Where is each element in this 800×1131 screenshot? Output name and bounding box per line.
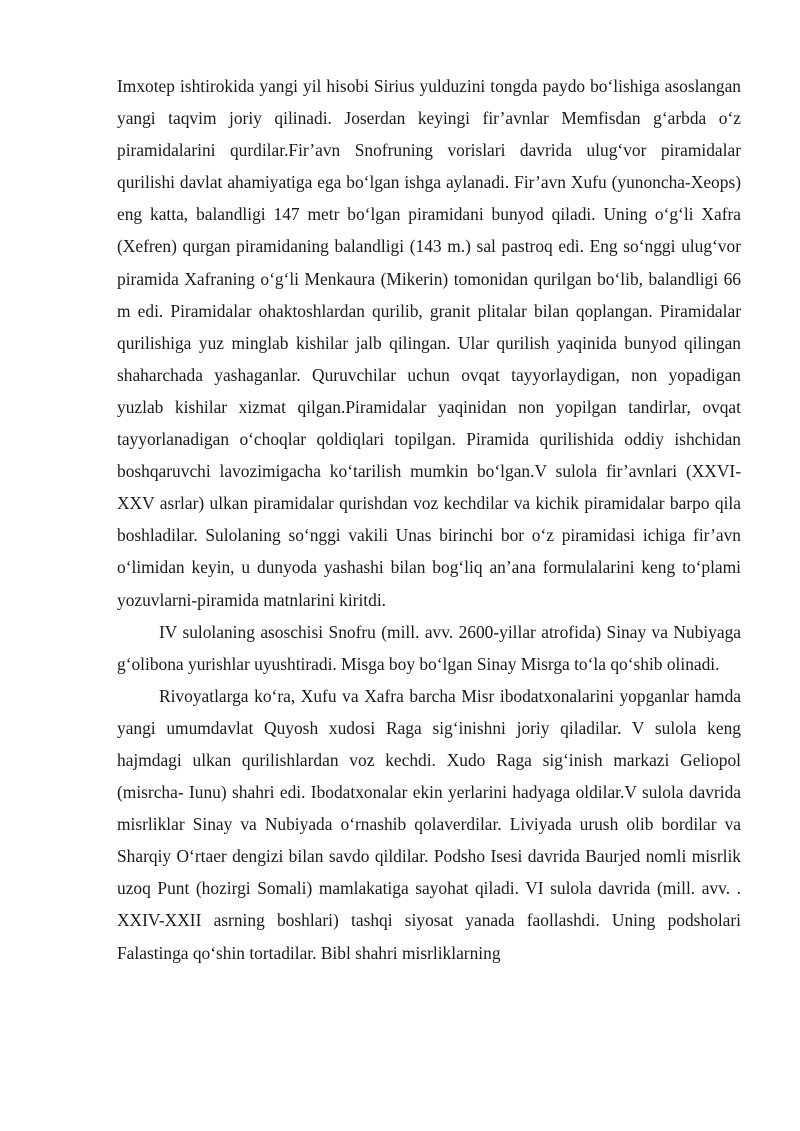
document-page bbox=[117, 70, 741, 969]
paragraph-2: IV sulolaning asoschisi Snofru (mill. avv. 2600-yillar atrofida) Sinay va Nubiyaga g‘olibona yurishlar uyushtiradi. Misga boy bo‘lgan Sinay Misrga to‘la qo‘shib olinadi. bbox=[117, 621, 741, 674]
paragraph-1: Imxotep ishtirokida yangi yil hisobi Sirius yulduzini tongda paydo bo‘lishiga asoslangan yangi taqvim joriy qilinadi. Joserdan keyingi fir’avnlar Memfisdan g‘arbda o‘z piramidalarini qurdilar.Fir’avn Snofruning vorislari davrida ulug‘vor piramidalar qurilishi davlat ahamiyatiga ega bo‘lgan ishga aylanadi. Fir’avn Xufu (yunoncha-Xeops) eng katta, balandligi 147 metr bo‘lgan piramidani bunyod qiladi. Uning o‘g‘li Xafra (Xefren) qurgan piramidaning balandligi (143 m.) sal pastroq edi. Eng so‘nggi ulug‘vor piramida Xafraning o‘g‘li Menkaura (Mikerin) tomonidan qurilgan bo‘lib, balandligi 66 m edi. Piramidalar ohaktoshlardan qurilib, granit plitalar bilan qoplangan. Piramidalar qurilishiga yuz minglab kishilar jalb qilingan. Ular qurilish yaqinida bunyod qilingan shaharchada yashaganlar. Quruvchilar uchun ovqat tayyorlaydigan, non yopadigan yuzlab kishilar xizmat qilgan.Piramidalar yaqinidan non yopilgan tandirlar, ovqat tayyorlanadigan o‘choqlar qoldiqlari topilgan. Piramida qurilishida oddiy ishchidan boshqaruvchi lavozimigacha ko‘tarilish mumkin bo‘lgan.V sulola fir’avnlari (XXVI-XXV asrlar) ulkan piramidalar qurishdan voz kechdilar va kichik piramidalar barpo qila boshladilar. Sulolaning so‘nggi vakili Unas birinchi bor o‘z piramidasi ichiga fir’avn o‘limidan keyin, u dunyoda yashashi bilan bog‘liq an’ana formulalarini keng to‘plami yozuvlarni-piramida matnlarini kiritdi. bbox=[117, 76, 741, 610]
paragraph-3: Rivoyatlarga ko‘ra, Xufu va Xafra barcha Misr ibodatxonalarini yopganlar hamda yangi umumdavlat Quyosh xudosi Raga sig‘inishni joriy qiladilar. V sulola keng hajmdagi ulkan qurilishlardan voz kechdi. Xudo Raga sig‘inish markazi Geliopol (misrcha- Iunu) shahri edi. Ibodatxonalar ekin yerlarini hadyaga oldilar.V sulola davrida misrliklar Sinay va Nubiyada o‘rnashib qolaverdilar. Liviyada urush olib bordilar va Sharqiy O‘rtaer dengizi bilan savdo qildilar. Podsho Isesi davrida Baurjed nomli misrlik uzoq Punt (hozirgi Somali) mamlakatiga sayohat qiladi. VI sulola davrida (mill. avv. . XXIV-XXII asrning boshlari) tashqi siyosat yanada faollashdi. Uning podsholari Falastinga qo‘shin tortadilar. Bibl shahri misrliklarning bbox=[117, 685, 741, 963]
